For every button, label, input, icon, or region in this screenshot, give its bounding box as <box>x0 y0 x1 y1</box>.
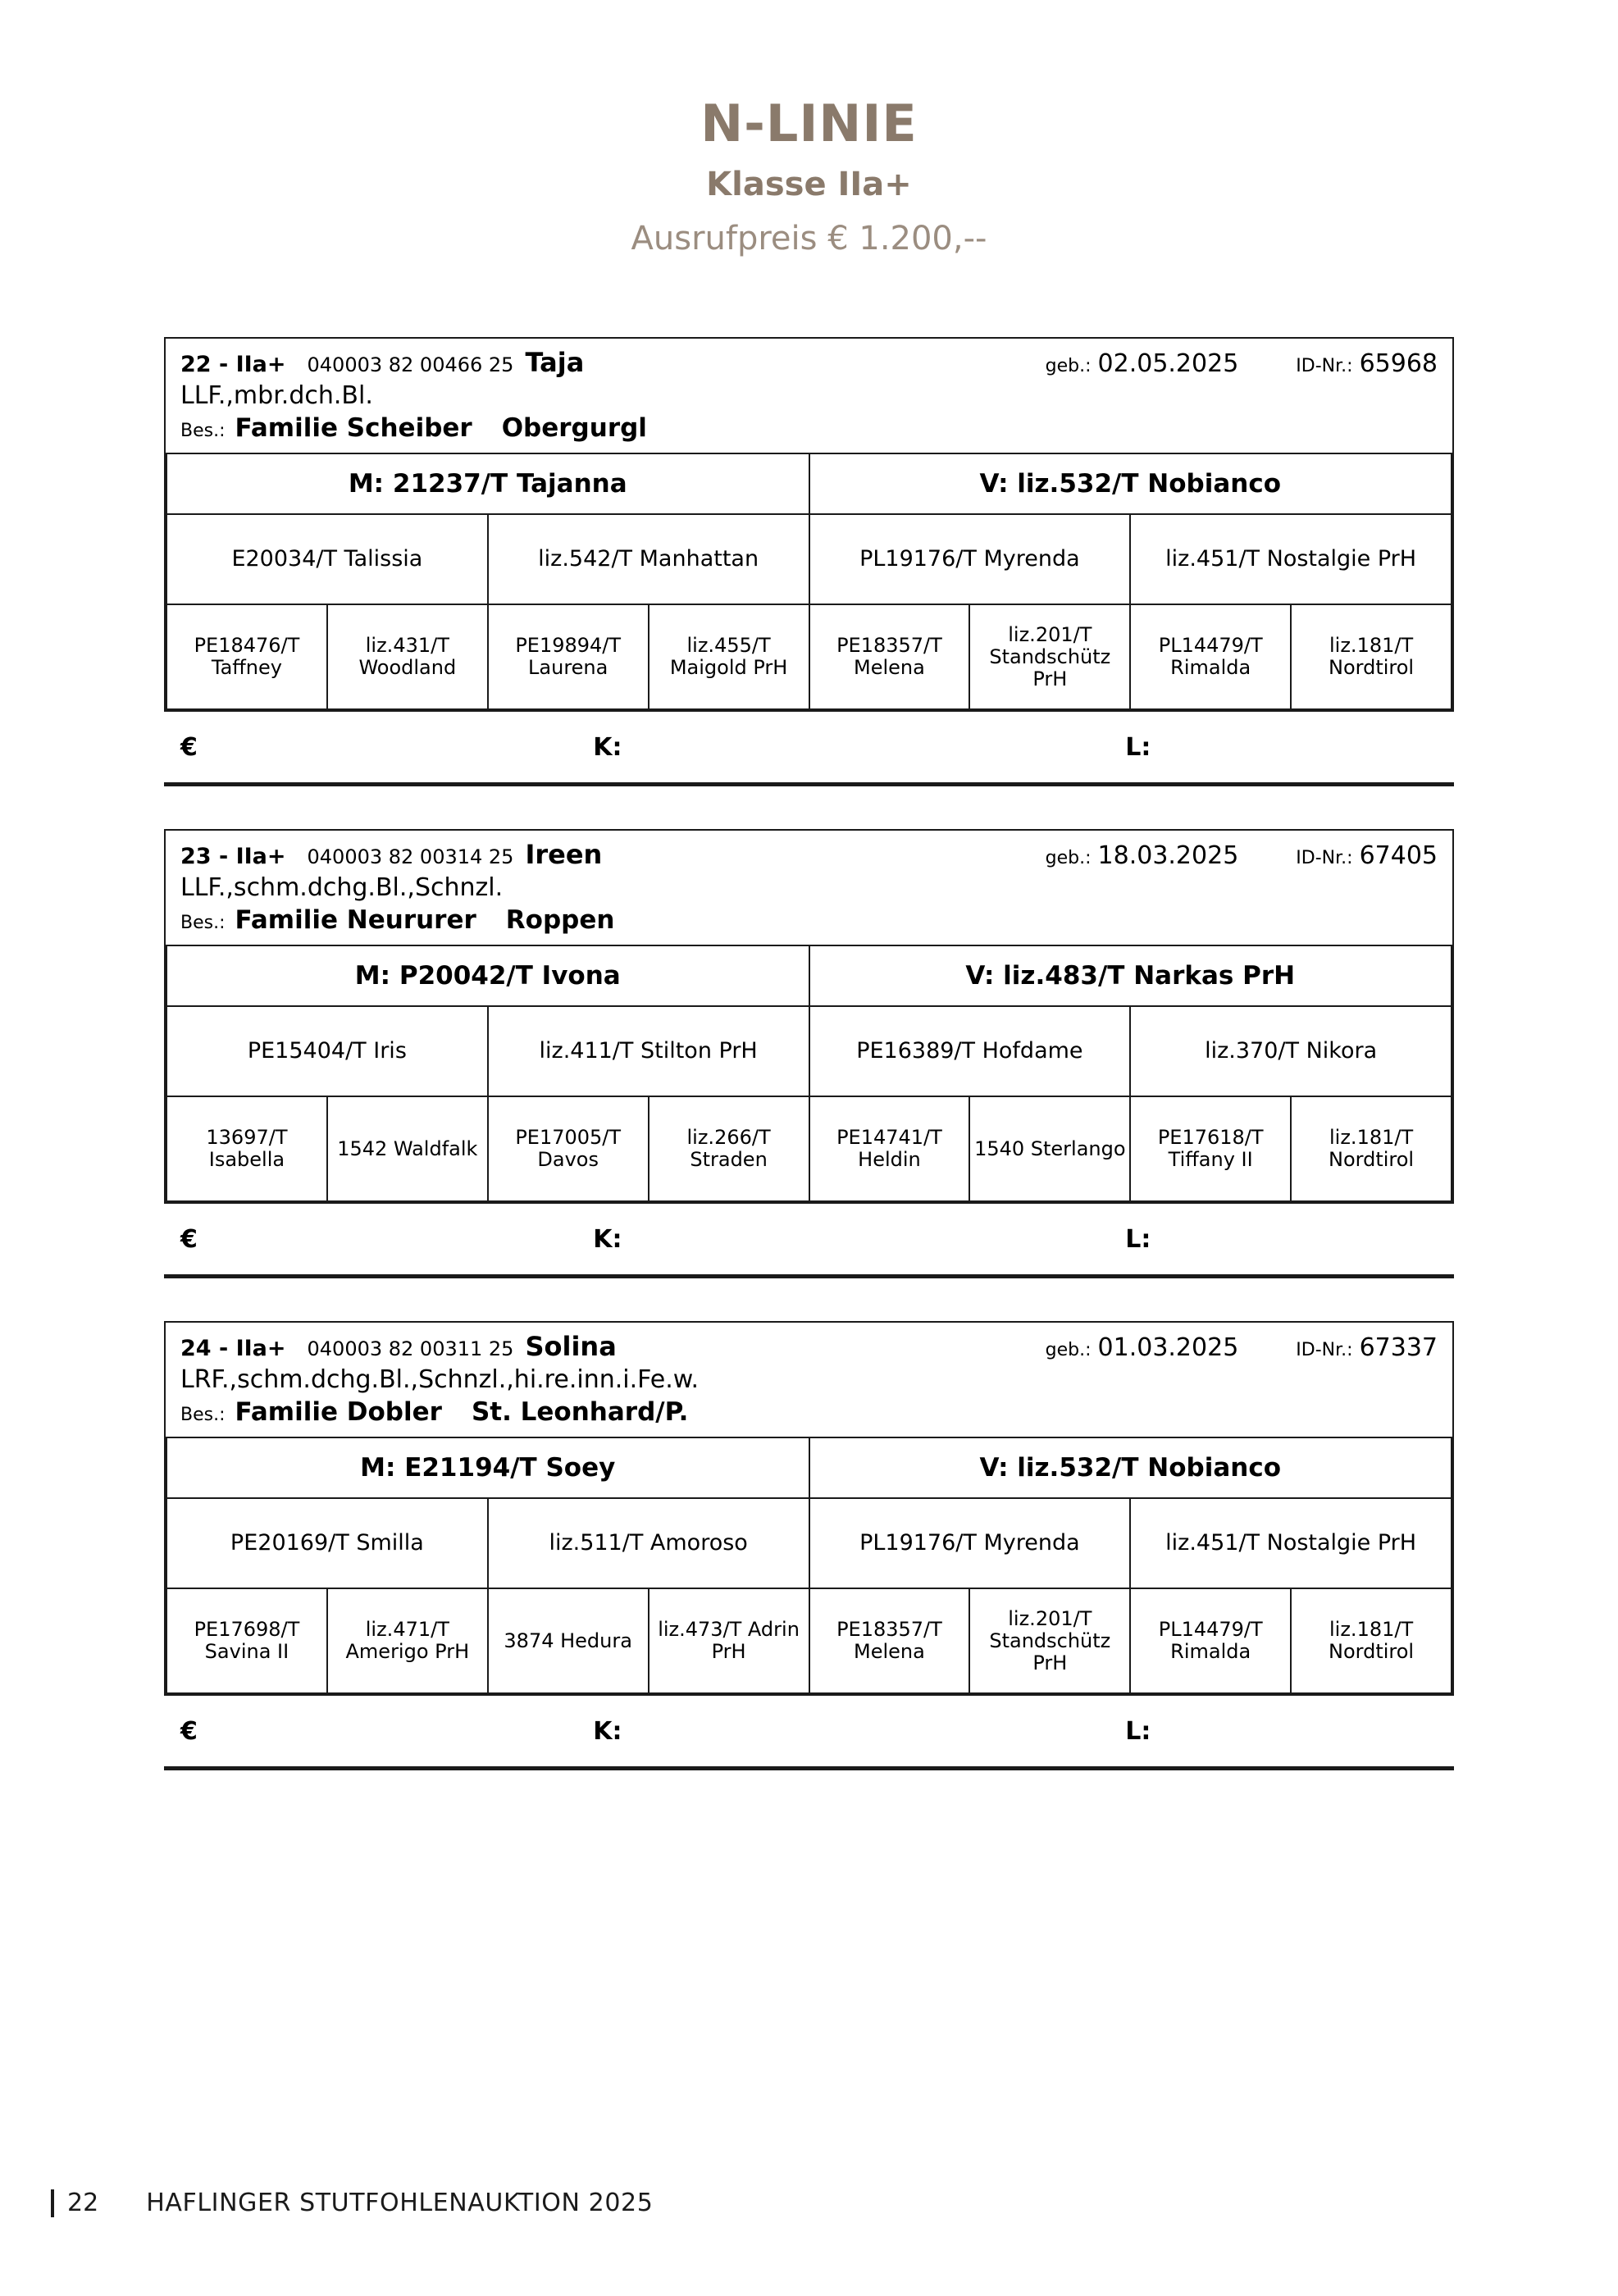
greatgrandparent-cell: liz.431/T Woodland <box>327 604 488 709</box>
greatgrandparent-cell: liz.201/T Standschütz PrH <box>969 1588 1130 1693</box>
owner-line <box>180 413 1438 443</box>
greatgrandparent-cell: PE17005/T Davos <box>488 1096 649 1201</box>
grandparent-cell: PE16389/T Hofdame <box>809 1006 1131 1096</box>
id-label: ID-Nr.: <box>1296 1340 1353 1361</box>
grandparent-cell: E20034/T Talissia <box>166 514 488 604</box>
markings: LLF.,mbr.dch.Bl. <box>180 381 373 411</box>
birth-date: 18.03.2025 <box>1097 841 1239 871</box>
pedigree-table <box>166 1437 1452 1694</box>
grandparent-cell: PE20169/T Smilla <box>166 1498 488 1588</box>
owner-label: Bes.: <box>180 1405 226 1426</box>
sire-prefix: V: <box>979 468 1009 499</box>
starting-price: Ausrufpreis € 1.200,-- <box>631 220 987 258</box>
footer-title: HAFLINGER STUTFOHLENAUKTION 2025 <box>146 2189 654 2217</box>
birth-date: 01.03.2025 <box>1097 1333 1239 1363</box>
owner-place: Roppen <box>505 905 615 936</box>
horse-name: Ireen <box>525 839 603 871</box>
greatgrandparent-cell: 1540 Sterlango <box>969 1096 1130 1201</box>
pedigree-grandparents-row <box>166 514 1452 604</box>
entry-identity-line <box>180 1331 1438 1362</box>
owner-line <box>180 905 1438 935</box>
pedigree-greatgrandparents-row <box>166 1096 1452 1201</box>
birth-label: geb.: <box>1045 848 1092 869</box>
greatgrandparent-cell: 13697/T Isabella <box>166 1096 327 1201</box>
owner-name: Familie Dobler <box>235 1397 442 1428</box>
entry-list <box>164 337 1454 1770</box>
grandparent-cell: liz.370/T Nikora <box>1130 1006 1452 1096</box>
birth-date-group <box>1046 1333 1239 1362</box>
entry-box <box>164 829 1454 1204</box>
entry-header <box>166 1323 1452 1437</box>
dam-name: E21194/T Soey <box>404 1452 616 1483</box>
registration-number: 040003 82 00466 25 <box>307 353 514 377</box>
pedigree-parents-row <box>166 945 1452 1006</box>
page-subtitle: Klasse IIa+ <box>706 166 912 204</box>
page-footer <box>0 2189 1618 2217</box>
entry-header <box>166 831 1452 945</box>
id-label: ID-Nr.: <box>1296 356 1353 377</box>
entry-box <box>164 337 1454 712</box>
entry-box <box>164 1321 1454 1696</box>
sire-name: liz.532/T Nobianco <box>1017 1452 1282 1483</box>
buyer-field-label: K: <box>593 732 622 762</box>
pedigree-parents-row <box>166 1437 1452 1498</box>
entry-divider <box>164 1766 1454 1770</box>
greatgrandparent-cell: liz.181/T Nordtirol <box>1291 1588 1452 1693</box>
greatgrandparent-cell: PE17698/T Savina II <box>166 1588 327 1693</box>
dam-prefix: M: <box>354 960 391 991</box>
entry-header <box>166 339 1452 453</box>
birth-date-group <box>1046 841 1239 870</box>
horse-name: Solina <box>525 1331 617 1363</box>
greatgrandparent-cell: liz.473/T Adrin PrH <box>649 1588 809 1693</box>
catalog-entry <box>164 1321 1454 1770</box>
sire-cell <box>809 453 1452 514</box>
registration-number: 040003 82 00311 25 <box>307 1337 514 1361</box>
greatgrandparent-cell: 1542 Waldfalk <box>327 1096 488 1201</box>
bid-line <box>164 1204 1454 1274</box>
owner-name: Familie Neururer <box>235 905 476 936</box>
buyer-field-label: K: <box>593 1716 622 1746</box>
greatgrandparent-cell: liz.266/T Straden <box>649 1096 809 1201</box>
deliverer-field-label: L: <box>1125 1224 1151 1254</box>
price-field-label: € <box>180 732 198 762</box>
grandparent-cell: liz.411/T Stilton PrH <box>488 1006 809 1096</box>
pedigree-parents-row <box>166 453 1452 514</box>
horse-name: Taja <box>525 347 585 379</box>
deliverer-field-label: L: <box>1125 1716 1151 1746</box>
entry-identity-line <box>180 347 1438 378</box>
dam-name: 21237/T Tajanna <box>392 468 627 499</box>
owner-label: Bes.: <box>180 913 226 934</box>
owner-place: Obergurgl <box>501 413 647 444</box>
dam-name: P20042/T Ivona <box>399 960 621 991</box>
grandparent-cell: PL19176/T Myrenda <box>809 514 1131 604</box>
birth-label: geb.: <box>1045 1340 1092 1361</box>
id-label: ID-Nr.: <box>1296 848 1353 869</box>
id-number: 65968 <box>1359 349 1438 379</box>
buyer-field-label: K: <box>593 1224 622 1254</box>
id-group <box>1296 841 1438 870</box>
id-group <box>1296 349 1438 378</box>
greatgrandparent-cell: PE18357/T Melena <box>809 604 970 709</box>
sire-prefix: V: <box>965 960 995 991</box>
owner-line <box>180 1397 1438 1427</box>
lot-number: 22 - IIa+ <box>180 352 286 378</box>
page-number: 22 <box>67 2189 99 2217</box>
id-number: 67405 <box>1359 841 1438 871</box>
dam-prefix: M: <box>360 1452 396 1483</box>
greatgrandparent-cell: liz.471/T Amerigo PrH <box>327 1588 488 1693</box>
greatgrandparent-cell: PE19894/T Laurena <box>488 604 649 709</box>
deliverer-field-label: L: <box>1125 732 1151 762</box>
price-field-label: € <box>180 1224 198 1254</box>
lot-number: 24 - IIa+ <box>180 1336 286 1362</box>
sire-name: liz.483/T Narkas PrH <box>1003 960 1296 991</box>
greatgrandparent-cell: liz.455/T Maigold PrH <box>649 604 809 709</box>
dam-prefix: M: <box>348 468 385 499</box>
entry-divider <box>164 1274 1454 1278</box>
markings: LRF.,schm.dchg.Bl.,Schnzl.,hi.re.inn.i.Fe.w. <box>180 1365 700 1395</box>
greatgrandparent-cell: PL14479/T Rimalda <box>1130 1588 1291 1693</box>
lot-number: 23 - IIa+ <box>180 844 286 870</box>
sire-prefix: V: <box>979 1452 1009 1483</box>
page-header <box>164 0 1454 257</box>
grandparent-cell: liz.451/T Nostalgie PrH <box>1130 1498 1452 1588</box>
grandparent-cell: liz.542/T Manhattan <box>488 514 809 604</box>
greatgrandparent-cell: PL14479/T Rimalda <box>1130 604 1291 709</box>
footer-rule <box>51 2189 54 2217</box>
greatgrandparent-cell: liz.181/T Nordtirol <box>1291 604 1452 709</box>
catalog-entry <box>164 337 1454 786</box>
birth-date: 02.05.2025 <box>1097 349 1239 379</box>
price-field-label: € <box>180 1716 198 1746</box>
page-title: N-LINIE <box>700 93 918 153</box>
greatgrandparent-cell: PE18476/T Taffney <box>166 604 327 709</box>
bid-line <box>164 712 1454 782</box>
grandparent-cell: liz.451/T Nostalgie PrH <box>1130 514 1452 604</box>
greatgrandparent-cell: liz.181/T Nordtirol <box>1291 1096 1452 1201</box>
pedigree-grandparents-row <box>166 1006 1452 1096</box>
greatgrandparent-cell: PE18357/T Melena <box>809 1588 970 1693</box>
greatgrandparent-cell: PE17618/T Tiffany II <box>1130 1096 1291 1201</box>
owner-label: Bes.: <box>180 421 226 442</box>
entry-divider <box>164 782 1454 786</box>
pedigree-table <box>166 945 1452 1202</box>
dam-cell <box>166 945 809 1006</box>
sire-cell <box>809 945 1452 1006</box>
sire-name: liz.532/T Nobianco <box>1017 468 1282 499</box>
grandparent-cell: liz.511/T Amoroso <box>488 1498 809 1588</box>
registration-number: 040003 82 00314 25 <box>307 845 514 869</box>
greatgrandparent-cell: 3874 Hedura <box>488 1588 649 1693</box>
catalog-entry <box>164 829 1454 1278</box>
pedigree-table <box>166 453 1452 710</box>
birth-label: geb.: <box>1045 356 1092 377</box>
owner-place: St. Leonhard/P. <box>471 1397 689 1428</box>
pedigree-grandparents-row <box>166 1498 1452 1588</box>
id-number: 67337 <box>1359 1333 1438 1363</box>
grandparent-cell: PL19176/T Myrenda <box>809 1498 1131 1588</box>
markings: LLF.,schm.dchg.Bl.,Schnzl. <box>180 873 504 903</box>
dam-cell <box>166 1437 809 1498</box>
grandparent-cell: PE15404/T Iris <box>166 1006 488 1096</box>
pedigree-greatgrandparents-row <box>166 1588 1452 1693</box>
entry-identity-line <box>180 839 1438 870</box>
bid-line <box>164 1696 1454 1766</box>
greatgrandparent-cell: liz.201/T Standschütz PrH <box>969 604 1130 709</box>
sire-cell <box>809 1437 1452 1498</box>
owner-name: Familie Scheiber <box>235 413 472 444</box>
id-group <box>1296 1333 1438 1362</box>
birth-date-group <box>1046 349 1239 378</box>
pedigree-greatgrandparents-row <box>166 604 1452 709</box>
dam-cell <box>166 453 809 514</box>
greatgrandparent-cell: PE14741/T Heldin <box>809 1096 970 1201</box>
